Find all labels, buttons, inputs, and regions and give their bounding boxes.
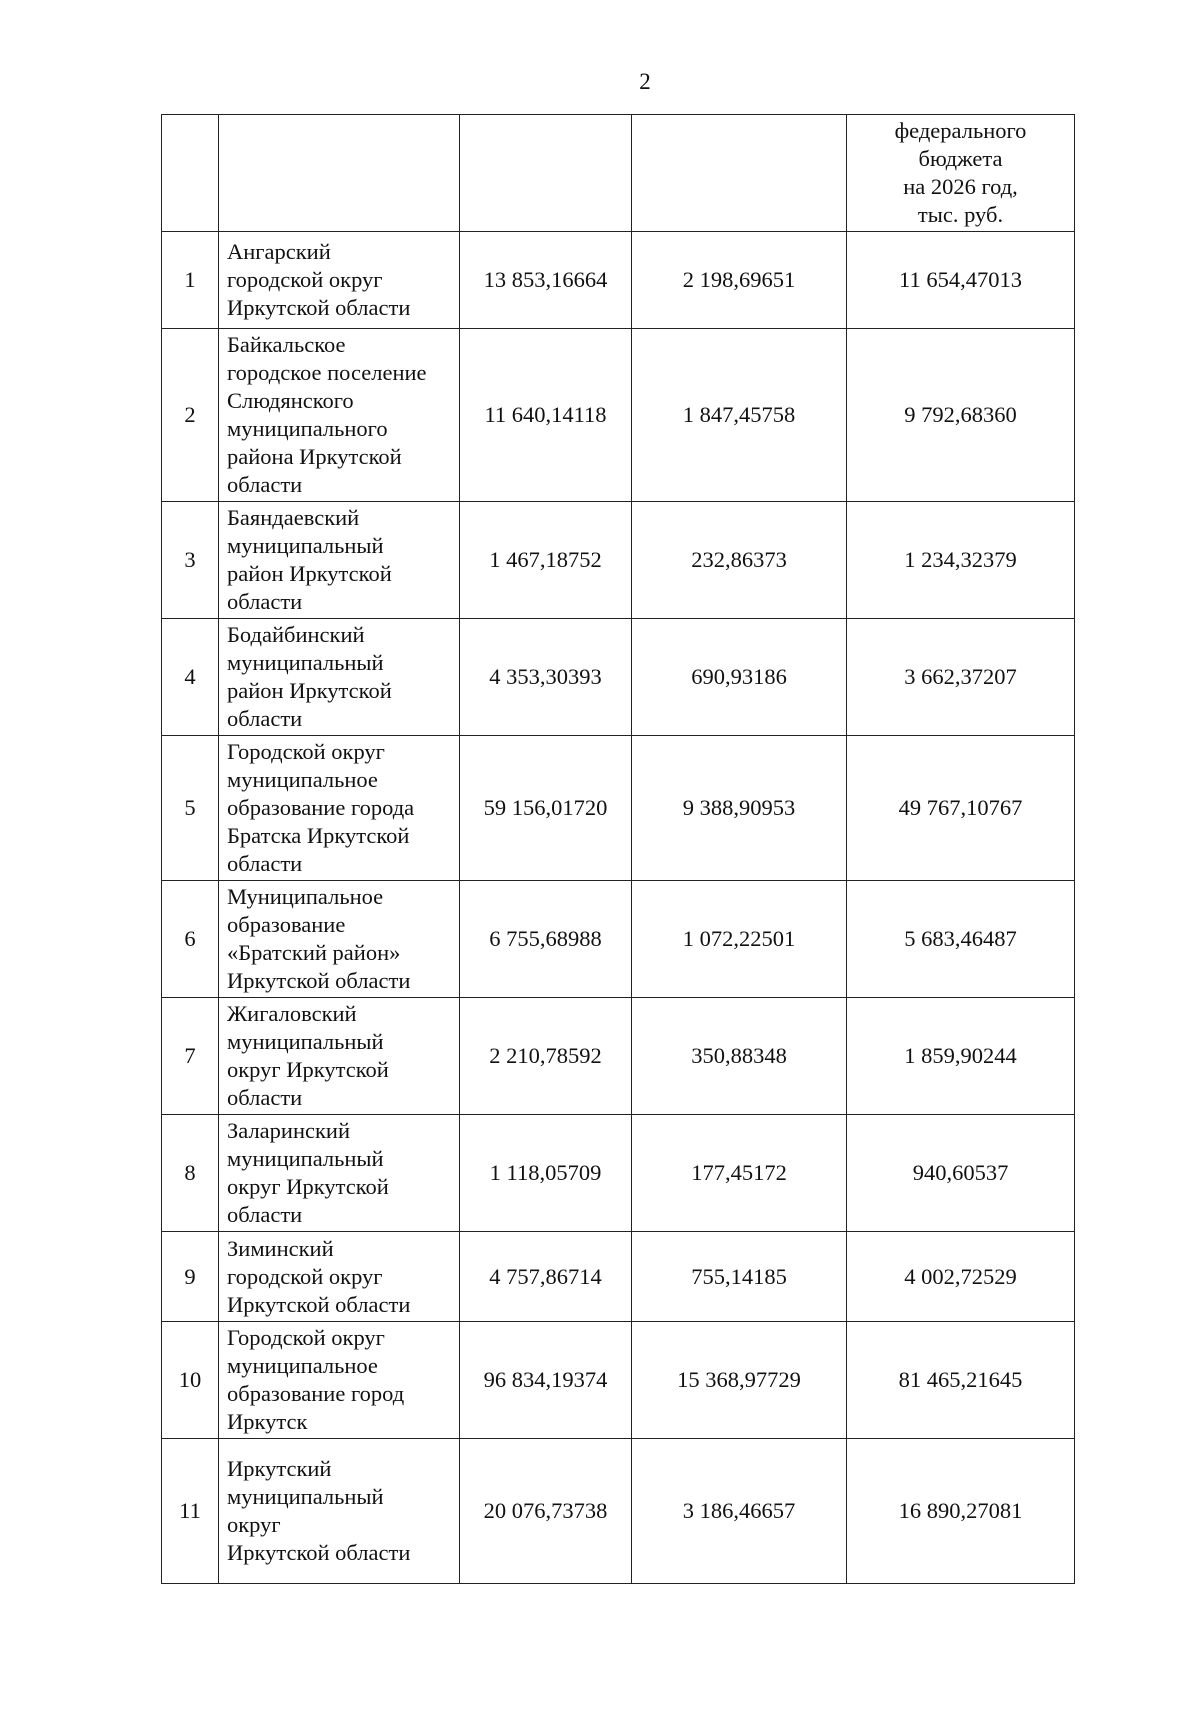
municipality-name-line: муниципальный xyxy=(227,1029,384,1054)
municipality-name xyxy=(219,1439,460,1584)
municipality-name-line: район Иркутской xyxy=(227,678,392,703)
table-row xyxy=(162,1232,1075,1322)
municipality-name xyxy=(219,736,460,881)
municipality-name-line: Бодайбинский xyxy=(227,622,365,647)
row-number: 8 xyxy=(162,1115,219,1232)
table-header-row xyxy=(162,115,1075,232)
municipality-name-line: «Братский район» xyxy=(227,940,401,965)
budget-table xyxy=(161,114,1075,1584)
municipality-name-line: округ Иркутской xyxy=(227,1174,389,1199)
row-number: 7 xyxy=(162,998,219,1115)
row-number: 11 xyxy=(162,1439,219,1584)
municipality-name xyxy=(219,232,460,329)
value-federal: 940,60537 xyxy=(847,1115,1075,1232)
municipality-name-line: муниципальный xyxy=(227,533,384,558)
value-federal: 9 792,68360 xyxy=(847,329,1075,502)
value-regional: 3 186,46657 xyxy=(632,1439,847,1584)
value-total: 1 118,05709 xyxy=(460,1115,632,1232)
municipality-name xyxy=(219,502,460,619)
value-regional: 9 388,90953 xyxy=(632,736,847,881)
municipality-name-line: муниципальное xyxy=(227,767,378,792)
value-federal: 5 683,46487 xyxy=(847,881,1075,998)
header-line: тыс. руб. xyxy=(917,202,1004,227)
value-total: 4 757,86714 xyxy=(460,1232,632,1322)
municipality-name-line: Муниципальное xyxy=(227,884,384,909)
municipality-name-line: Братска Иркутской xyxy=(227,823,410,848)
value-total: 2 210,78592 xyxy=(460,998,632,1115)
table-row xyxy=(162,1115,1075,1232)
municipality-name-line: образование город xyxy=(227,1381,405,1406)
municipality-name-line: Баяндаевский xyxy=(227,505,360,530)
value-total: 4 353,30393 xyxy=(460,619,632,736)
municipality-name-line: области xyxy=(227,589,303,614)
municipality-name-line: городской округ xyxy=(227,1263,383,1289)
municipality-name-line: округ xyxy=(227,1512,281,1537)
municipality-name-line: Ангарский xyxy=(227,239,331,264)
value-federal: 11 654,47013 xyxy=(847,232,1075,329)
value-regional: 1 847,45758 xyxy=(632,329,847,502)
table-row xyxy=(162,1439,1075,1584)
municipality-name xyxy=(219,998,460,1115)
municipality-name-line: области xyxy=(227,1202,303,1227)
municipality-name-line: Зиминский xyxy=(227,1235,334,1261)
header-line: на 2026 год, xyxy=(903,174,1018,199)
row-number: 2 xyxy=(162,329,219,502)
municipality-name-line: муниципальный xyxy=(227,1484,384,1509)
municipality-name-line: муниципальное xyxy=(227,1353,378,1378)
municipality-name xyxy=(219,329,460,502)
municipality-name-line: образование xyxy=(227,912,346,937)
municipality-name-line: муниципальный xyxy=(227,650,384,675)
value-total: 20 076,73738 xyxy=(460,1439,632,1584)
municipality-name-line: области xyxy=(227,706,303,731)
value-total: 13 853,16664 xyxy=(460,232,632,329)
header-cell-num xyxy=(162,115,219,232)
table-row xyxy=(162,502,1075,619)
municipality-name xyxy=(219,1322,460,1439)
municipality-name-line: Иркутск xyxy=(227,1409,308,1434)
value-regional: 15 368,97729 xyxy=(632,1322,847,1439)
municipality-name-line: Иркутской области xyxy=(227,1291,411,1317)
municipality-name-line: Жигаловский xyxy=(227,1001,357,1026)
municipality-name-line: Иркутской области xyxy=(227,295,411,320)
header-line: бюджета xyxy=(918,146,1003,171)
municipality-name xyxy=(219,1232,460,1322)
value-total: 11 640,14118 xyxy=(460,329,632,502)
municipality-name-line: Городской округ xyxy=(227,739,385,764)
table-row xyxy=(162,1322,1075,1439)
municipality-name-line: района Иркутской xyxy=(227,444,402,469)
value-federal: 1 234,32379 xyxy=(847,502,1075,619)
value-federal: 1 859,90244 xyxy=(847,998,1075,1115)
municipality-name-line: области xyxy=(227,851,303,876)
value-federal: 49 767,10767 xyxy=(847,736,1075,881)
value-total: 59 156,01720 xyxy=(460,736,632,881)
municipality-name-line: области xyxy=(227,1085,303,1110)
municipality-name-line: городское поселение xyxy=(227,360,427,385)
value-federal: 3 662,37207 xyxy=(847,619,1075,736)
municipality-name-line: Иркутской области xyxy=(227,1540,411,1565)
value-regional: 755,14185 xyxy=(632,1232,847,1322)
row-number: 9 xyxy=(162,1232,219,1322)
value-regional: 690,93186 xyxy=(632,619,847,736)
value-regional: 1 072,22501 xyxy=(632,881,847,998)
municipality-name-line: муниципальный xyxy=(227,1146,384,1171)
municipality-name-line: городской округ xyxy=(227,267,383,292)
municipality-name-line: Городской округ xyxy=(227,1325,385,1350)
table-row xyxy=(162,329,1075,502)
header-cell-name xyxy=(219,115,460,232)
municipality-name-line: Заларинский xyxy=(227,1118,351,1143)
header-cell-regional xyxy=(632,115,847,232)
row-number: 1 xyxy=(162,232,219,329)
municipality-name-line: области xyxy=(227,472,303,497)
value-federal: 4 002,72529 xyxy=(847,1232,1075,1322)
table-row xyxy=(162,232,1075,329)
row-number: 4 xyxy=(162,619,219,736)
municipality-name-line: Слюдянского xyxy=(227,388,354,413)
value-federal: 81 465,21645 xyxy=(847,1322,1075,1439)
value-regional: 177,45172 xyxy=(632,1115,847,1232)
value-regional: 2 198,69651 xyxy=(632,232,847,329)
municipality-name-line: Иркутский xyxy=(227,1456,332,1481)
table-row xyxy=(162,736,1075,881)
header-cell-federal xyxy=(847,115,1075,232)
row-number: 5 xyxy=(162,736,219,881)
municipality-name-line: Байкальское xyxy=(227,332,346,357)
municipality-name xyxy=(219,881,460,998)
municipality-name-line: образование города xyxy=(227,795,415,820)
table-row xyxy=(162,619,1075,736)
header-line: федерального xyxy=(894,118,1027,143)
value-total: 96 834,19374 xyxy=(460,1322,632,1439)
page-number: 2 xyxy=(639,69,651,94)
value-federal: 16 890,27081 xyxy=(847,1439,1075,1584)
table-row xyxy=(162,998,1075,1115)
municipality-name-line: муниципального xyxy=(227,416,388,441)
value-regional: 232,86373 xyxy=(632,502,847,619)
municipality-name-line: округ Иркутской xyxy=(227,1057,389,1082)
value-regional: 350,88348 xyxy=(632,998,847,1115)
row-number: 6 xyxy=(162,881,219,998)
row-number: 3 xyxy=(162,502,219,619)
municipality-name xyxy=(219,1115,460,1232)
value-total: 1 467,18752 xyxy=(460,502,632,619)
table-row xyxy=(162,881,1075,998)
municipality-name xyxy=(219,619,460,736)
municipality-name-line: район Иркутской xyxy=(227,561,392,586)
municipality-name-line: Иркутской области xyxy=(227,968,411,993)
header-cell-total xyxy=(460,115,632,232)
row-number: 10 xyxy=(162,1322,219,1439)
value-total: 6 755,68988 xyxy=(460,881,632,998)
